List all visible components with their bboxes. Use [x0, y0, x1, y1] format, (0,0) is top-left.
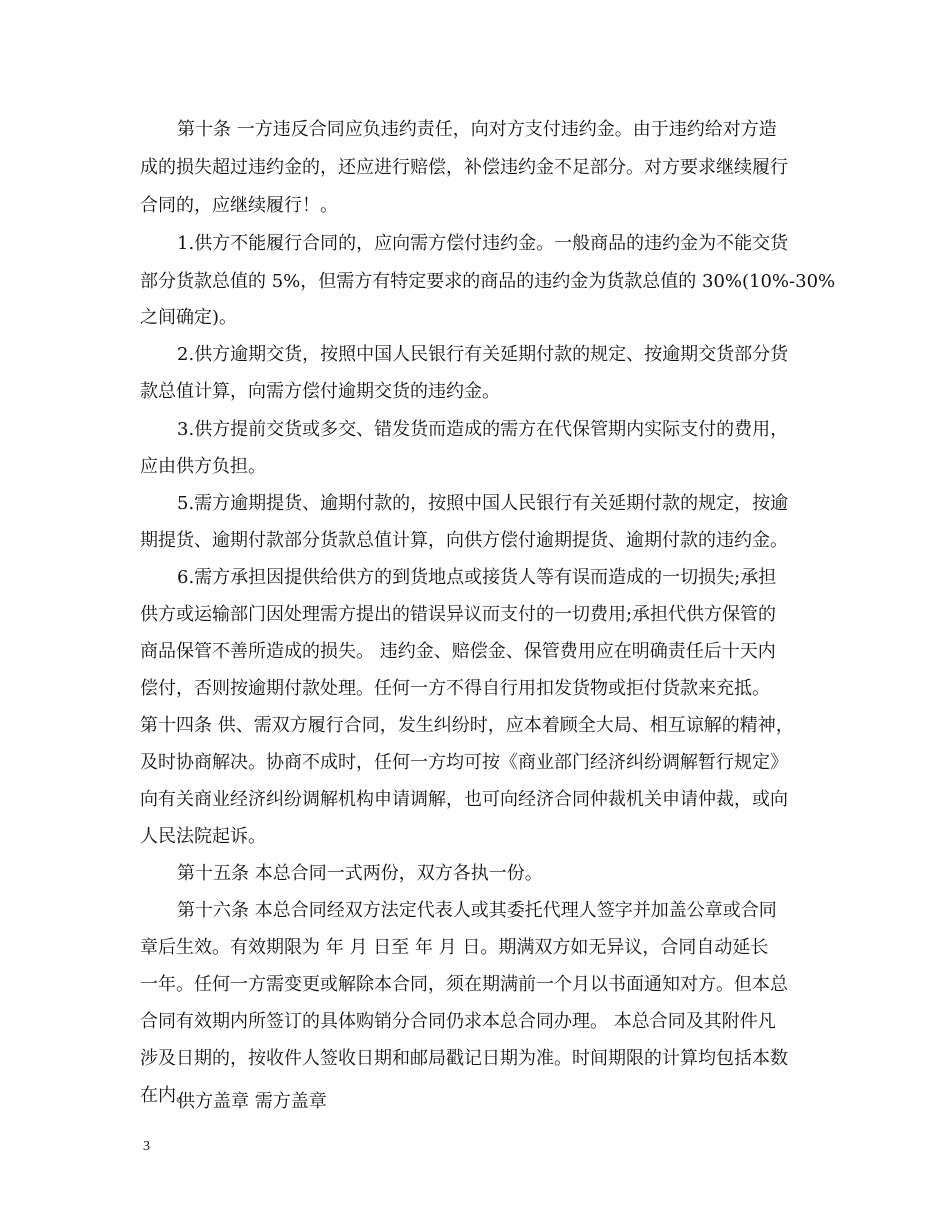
- page-number: 3: [143, 1139, 150, 1154]
- text-line: 之间确定)。: [140, 307, 238, 328]
- text-line: 第十六条 本总合同经双方法定代表人或其委托代理人签字并加盖公章或合同: [177, 900, 777, 921]
- text-line: 第十条 一方违反合同应负违约责任，向对方支付违约金。由于违约给对方造: [177, 119, 777, 140]
- text-line: 一年。任何一方需变更或解除本合同，须在期满前一个月以书面通知对方。但本总: [140, 974, 788, 995]
- text-line: 向有关商业经济纠纷调解机构申请调解，也可向经济合同仲裁机关申请仲裁，或向: [140, 789, 788, 810]
- text-line: 部分货款总值的 5%，但需方有特定要求的商品的违约金为货款总值的 30%(10%-30%: [140, 271, 836, 292]
- text-line: 涉及日期的，按收件人签收日期和邮局戳记日期为准。时间期限的计算均包括本数: [140, 1048, 788, 1069]
- signature-labels: 供方盖章 需方盖章: [177, 1091, 327, 1112]
- text-line: 供方或运输部门因处理需方提出的错误异议而支付的一切费用;承担代供方保管的: [140, 604, 777, 625]
- text-line: 商品保管不善所造成的损失。 违约金、赔偿金、保管费用应在明确责任后十天内: [140, 641, 776, 662]
- text-line: 第十四条 供、需双方履行合同，发生纠纷时，应本着顾全大局、相互谅解的精神，: [140, 715, 794, 736]
- text-line: 及时协商解决。协商不成时，任何一方均可按《商业部门经济纠纷调解暂行规定》: [140, 752, 788, 773]
- text-line: 1.供方不能履行合同的，应向需方偿付违约金。一般商品的违约金为不能交货: [177, 233, 789, 254]
- text-line: 人民法院起诉。: [140, 826, 266, 847]
- text-line: 在内。: [140, 1085, 194, 1106]
- text-line: 偿付，否则按逾期付款处理。任何一方不得自行用扣发货物或拒付货款来充抵。: [140, 678, 770, 699]
- text-line: 期提货、逾期付款部分货款总值计算，向供方偿付逾期提货、逾期付款的违约金。: [140, 530, 788, 551]
- text-line: 5.需方逾期提货、逾期付款的，按照中国人民银行有关延期付款的规定，按逾: [177, 493, 789, 514]
- text-line: 2.供方逾期交货，按照中国人民银行有关延期付款的规定、按逾期交货部分货: [177, 344, 789, 365]
- text-line: 合同的，应继续履行！。: [140, 195, 338, 216]
- text-line: 6.需方承担因提供给供方的到货地点或接货人等有误而造成的一切损失;承担: [177, 567, 777, 588]
- text-line: 3.供方提前交货或多交、错发货而造成的需方在代保管期内实际支付的费用，: [177, 419, 789, 440]
- text-line: 成的损失超过违约金的，还应进行赔偿，补偿违约金不足部分。对方要求继续履行: [140, 157, 788, 178]
- text-line: 章后生效。有效期限为 年 月 日至 年 月 日。期满双方如无异议，合同自动延长: [140, 937, 769, 958]
- text-line: 第十五条 本总合同一式两份，双方各执一份。: [177, 863, 543, 884]
- text-line: 合同有效期内所签订的具体购销分合同仍求本总合同办理。 本总合同及其附件凡: [140, 1011, 776, 1032]
- text-line: 应由供方负担。: [140, 456, 266, 477]
- text-line: 款总值计算，向需方偿付逾期交货的违约金。: [140, 381, 500, 402]
